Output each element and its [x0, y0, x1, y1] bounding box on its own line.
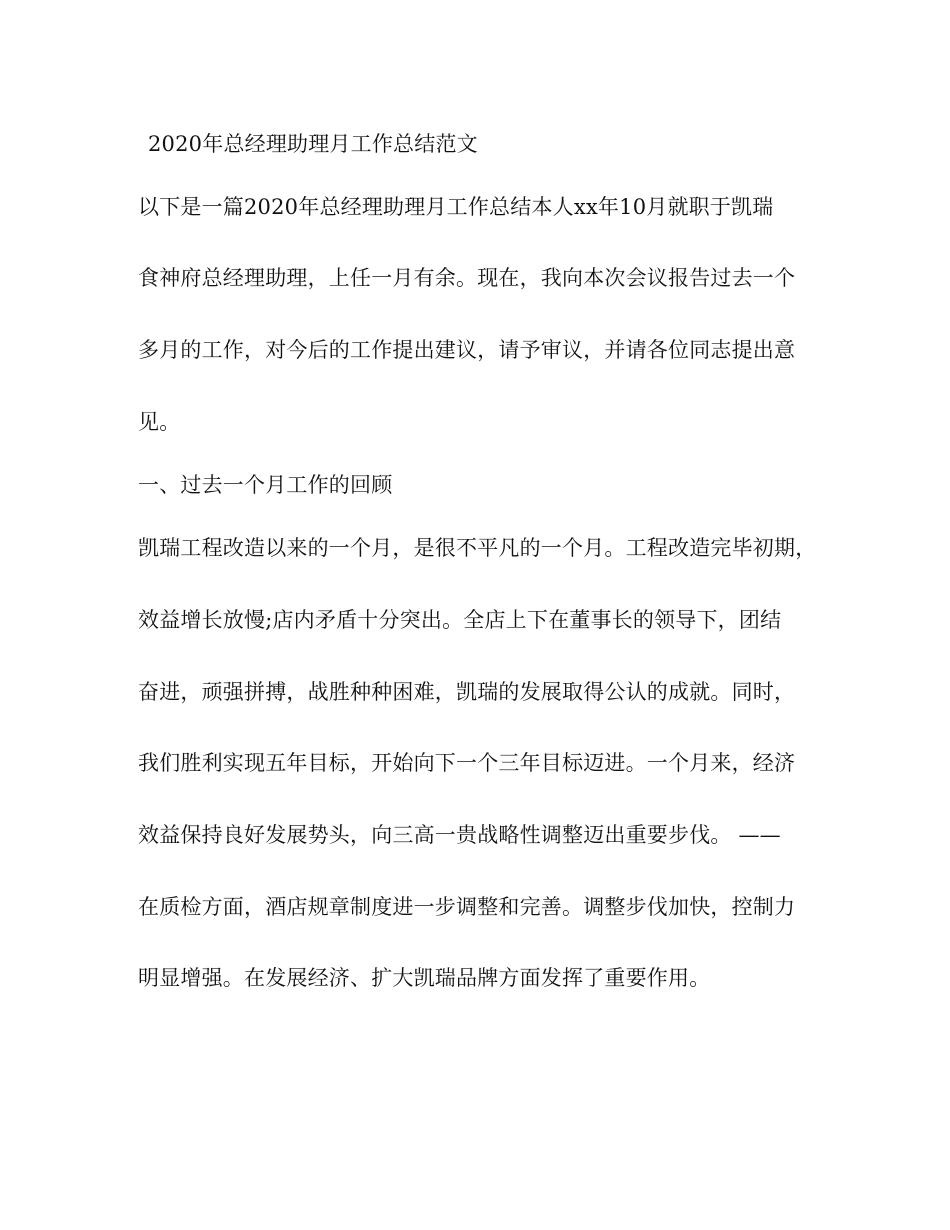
paragraph-line: 效益增长放慢;店内矛盾十分突出。全店上下在董事长的领导下，团结: [138, 608, 782, 632]
paragraph-line: 见。: [138, 410, 181, 434]
paragraph-line: 多月的工作，对今后的工作提出建议，请予审议，并请各位同志提出意: [138, 338, 796, 362]
document-title: 2020年总经理助理月工作总结范文: [148, 132, 478, 156]
paragraph-line: 凯瑞工程改造以来的一个月，是很不平凡的一个月。工程改造完毕初期，: [138, 536, 817, 560]
section-heading: 一、过去一个月工作的回顾: [138, 473, 393, 497]
paragraph-line: 在质检方面，酒店规章制度进一步调整和完善。调整步伐加快，控制力: [138, 895, 796, 919]
paragraph-line: 明显增强。在发展经济、扩大凯瑞品牌方面发挥了重要作用。: [138, 966, 711, 990]
paragraph-line: 食神府总经理助理，上任一月有余。现在，我向本次会议报告过去一个: [138, 266, 796, 290]
paragraph-line: 奋进，顽强拼搏，战胜种种困难，凯瑞的发展取得公认的成就。同时，: [138, 680, 796, 704]
paragraph-line: 效益保持良好发展势头，向三高一贵战略性调整迈出重要步伐。 ——: [138, 823, 781, 847]
paragraph-line: 以下是一篇2020年总经理助理月工作总结本人xx年10月就职于凯瑞: [138, 195, 774, 219]
paragraph-line: 我们胜利实现五年目标，开始向下一个三年目标迈进。一个月来，经济: [138, 751, 796, 775]
